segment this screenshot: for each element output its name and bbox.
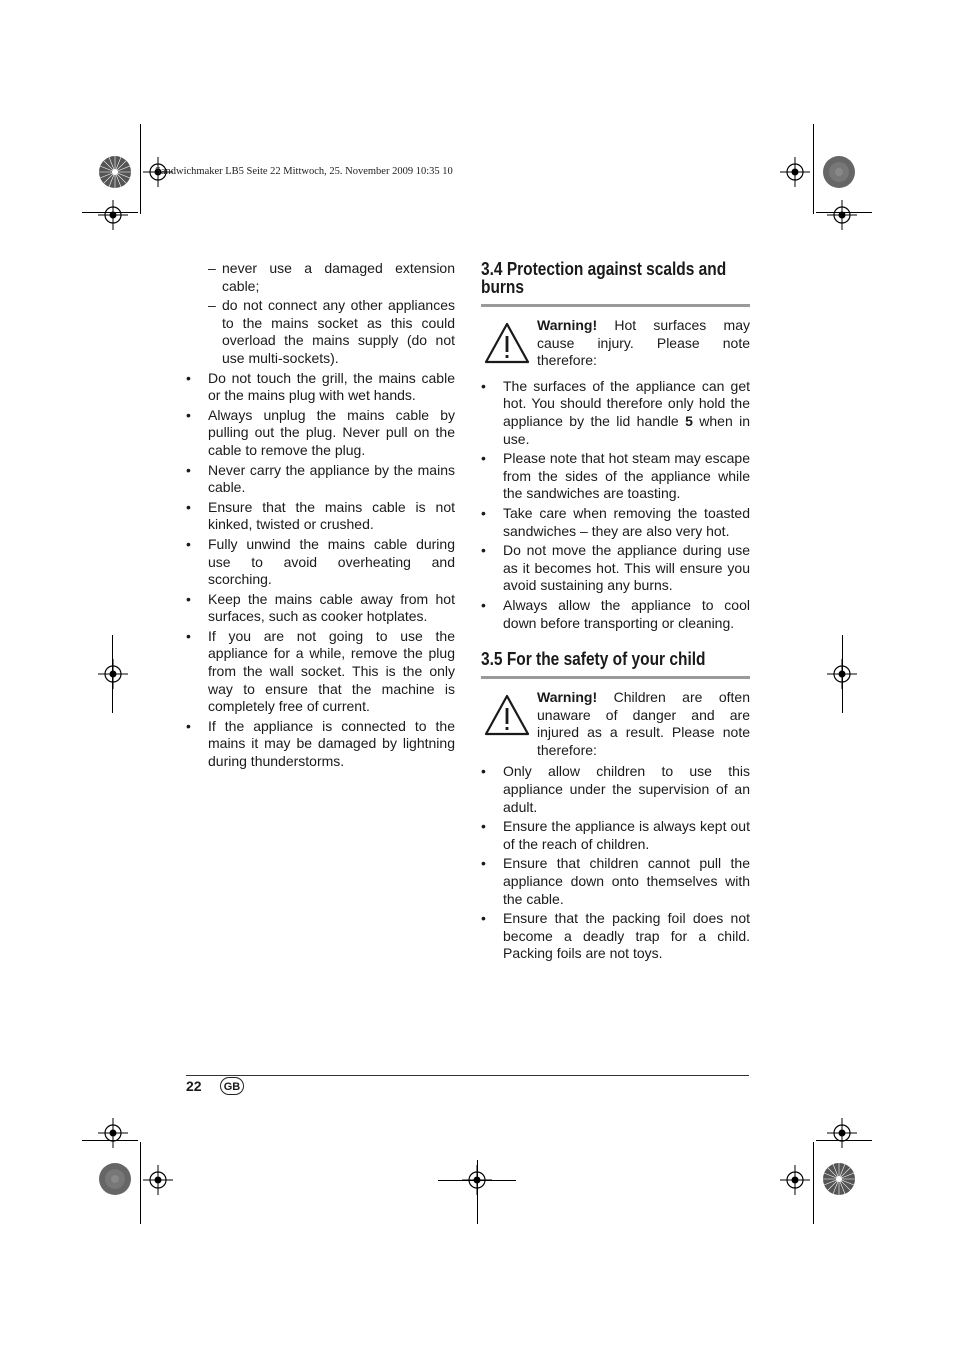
crosshair-icon	[780, 157, 810, 187]
footer-divider	[186, 1075, 749, 1076]
list-item: • Always allow the appliance to cool down before transporting or cleaning.	[481, 597, 750, 632]
print-slug-line: Sandwichmaker LB5 Seite 22 Mittwoch, 25. November 2009 10:35 10	[155, 166, 453, 177]
registration-dial-icon	[822, 1162, 856, 1196]
list-item-text: when in use.	[503, 412, 750, 447]
list-item: • Only allow children to use this appliance under the supervision of an adult.	[481, 763, 750, 816]
bullet-list	[481, 378, 750, 632]
warning-label: Warning!	[537, 689, 598, 706]
list-item: • Ensure the appliance is always kept out of the reach of children.	[481, 818, 750, 853]
list-item: • Please note that hot steam may escape from the sides of the appliance while the sandwiches are toasting.	[481, 450, 750, 503]
list-item: • Ensure that children cannot pull the appliance down onto themselves with the cable.	[481, 855, 750, 908]
list-item: • Do not move the appliance during use as it becomes hot. This will ensure you avoid sustaining any burns.	[481, 542, 750, 595]
list-item: – do not connect any other appliances to the mains socket as this could overload the mains supply (do not use multi-sockets).	[208, 297, 455, 367]
warning-label: Warning!	[537, 317, 598, 333]
section-divider	[481, 304, 750, 307]
warning-triangle-icon	[483, 321, 531, 365]
list-item: • Take care when removing the toasted sandwiches – they are also very hot.	[481, 505, 750, 540]
section-heading: 3.5 For the safety of your child	[481, 649, 706, 670]
warning-text: Hot surfaces may cause injury. Please note therefore:	[537, 317, 750, 369]
crosshair-icon	[143, 1165, 173, 1195]
list-item: • Fully unwind the mains cable during use to avoid overheating and scorching.	[186, 536, 455, 589]
crosshair-icon	[98, 200, 128, 230]
crosshair-icon	[780, 1165, 810, 1195]
list-item-text: The surfaces of the appliance can get hot. You should therefore only hold the appliance by the lid handle	[503, 377, 750, 429]
crosshair-icon	[98, 659, 128, 689]
list-item: • Ensure that the mains cable is not kinked, twisted or crushed.	[186, 499, 455, 534]
right-column	[481, 260, 750, 965]
list-item: • Do not touch the grill, the mains cable or the mains plug with wet hands.	[186, 370, 455, 405]
section-heading: 3.4 Protection against scalds and burns	[481, 259, 727, 297]
list-item: • If you are not going to use the appliance for a while, remove the plug from the wall socket. This is the only way to ensure that the machine is completely free of current.	[186, 628, 455, 716]
crosshair-icon	[462, 1165, 492, 1195]
crosshair-icon	[827, 1118, 857, 1148]
registration-dial-icon	[98, 1162, 132, 1196]
page-number: 22	[186, 1078, 202, 1094]
part-number: 5	[685, 412, 693, 429]
list-item: • If the appliance is connected to the mains it may be damaged by lightning during thunderstorms.	[186, 718, 455, 771]
registration-dial-icon	[822, 155, 856, 189]
list-item: • Keep the mains cable away from hot surfaces, such as cooker hotplates.	[186, 591, 455, 626]
crosshair-icon	[98, 1118, 128, 1148]
list-item: • Never carry the appliance by the mains cable.	[186, 462, 455, 497]
registration-dial-icon	[98, 155, 132, 189]
crosshair-icon	[827, 200, 857, 230]
left-column	[186, 260, 455, 773]
list-item: • Ensure that the packing foil does not become a deadly trap for a child. Packing foils are not toys.	[481, 910, 750, 963]
bullet-list	[186, 370, 455, 771]
section-divider	[481, 676, 750, 679]
crosshair-icon	[827, 659, 857, 689]
list-item: • Always unplug the mains cable by pulling out the plug. Never pull on the cable to remove the plug.	[186, 407, 455, 460]
warning-triangle-icon	[483, 693, 531, 737]
warning-box	[481, 689, 750, 759]
list-item: – never use a damaged extension cable;	[208, 260, 455, 295]
sub-list	[186, 260, 455, 368]
list-item	[481, 378, 750, 448]
bullet-list	[481, 763, 750, 963]
language-badge: GB	[220, 1077, 244, 1095]
warning-box	[481, 317, 750, 370]
warning-text: Children are often unaware of danger and are injured as a result. Please note therefore:	[537, 689, 750, 758]
